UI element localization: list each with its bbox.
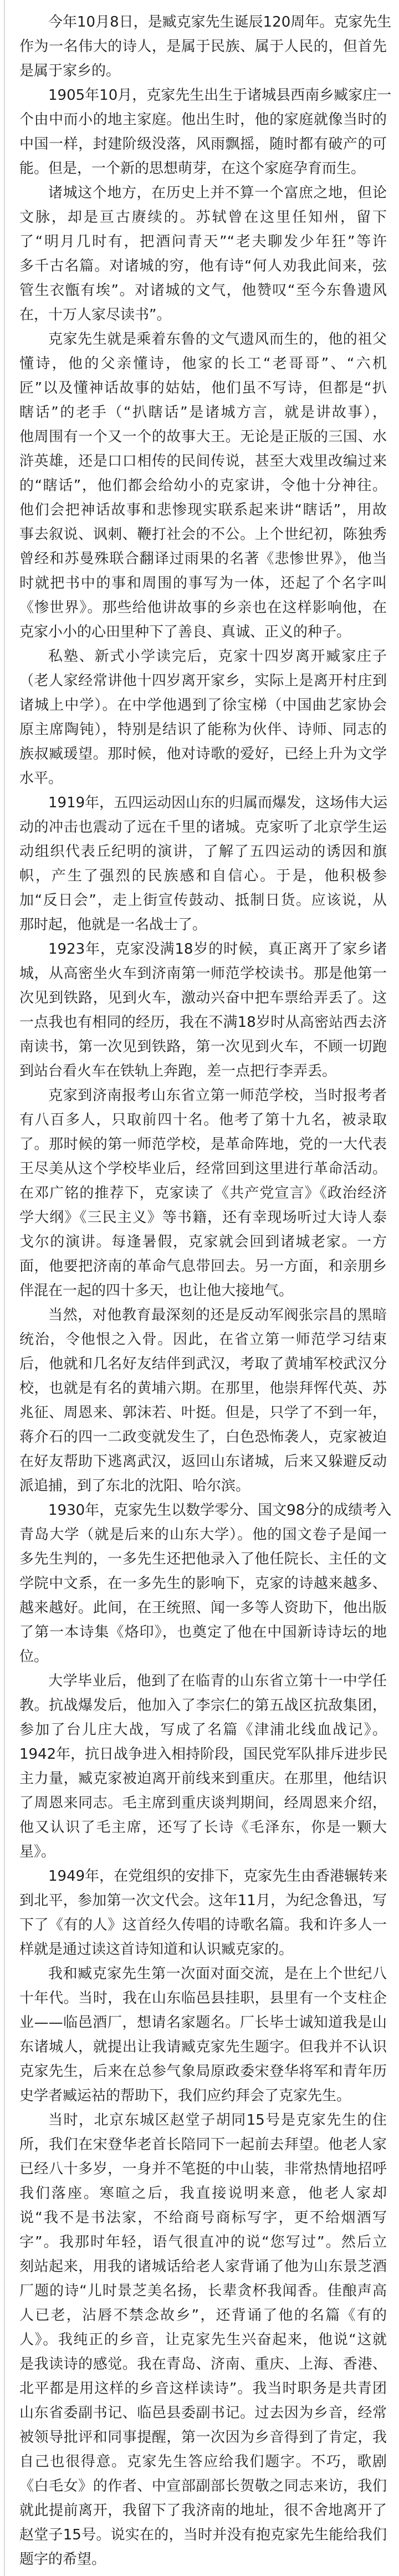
text-line: 教。抗战爆发后，他加入了李宗仁的第五战区抗敌集团， [19,1697,387,1714]
text-line: 了“明月几时有，把酒问青天”“老夫聊发少年狂”等许 [19,233,387,250]
paragraph [19,644,387,791]
text-line: 赵堂子15号。说实在的，当时并没有抱克家先生能给我们 [19,2527,387,2543]
text-line: 下了《有的人》这首经久传唱的诗歌名篇。我和许多人一 [19,1917,387,1933]
text-line: 曾经和苏曼殊联合翻译过雨果的名著《悲惨世界》，他当 [19,551,387,567]
text-line: 匠”以及懂神话故事的姑姑，他们虽不写诗，但都是“扒 [19,380,387,396]
text-line: 在邓广铭的推荐下，克家读了《共产党宣言》《政治经济 [19,1185,387,1202]
text-line: 的“瞎话”，他们都会给幼小的克家讲，令他十分神往。 [19,477,387,494]
text-line: 文脉，却是亘古赓续的。苏轼曾在这里任知州，留下 [19,209,387,226]
text-line: 到站台看火车在铁轨上奔跑，差一点把行李弄丢。 [19,1063,337,1080]
text-line: 是我读诗的感觉。我在青岛、济南、重庆、上海、香港、 [19,2356,387,2373]
text-line: 当时，北京东城区赵堂子胡同15号是克家先生的住 [48,2112,387,2129]
text-line: 业——临邑酒厂，想请名家题名。厂长毕士诚知道我是山 [19,2014,387,2031]
text-line: 他周围有一个又一个的故事大王。无论是正版的三国、水 [19,429,387,445]
text-line: 刻站起来，用我的诸城话给老人家背诵了他为山东景芝酒 [19,2258,387,2275]
text-line: 原主席陶钝），特别是结识了能称为伙伴、诗师、同志的 [19,721,387,738]
text-line: 校，也就是有名的黄埔六期。在那里，他崇拜恽代英、苏 [19,1380,387,1397]
text-line: 所，我们在宋登华老首长陪同下一起前去拜望。他老人家 [19,2136,387,2153]
text-line: 已经八十多岁，一身并不笔挺的中山装，非常热情地招呼 [19,2161,387,2177]
text-line: 1919年，五四运动因山东的归属而爆发，这场伟大运 [48,795,388,811]
text-line: 能。但是，一个新的思想萌芽，在这个家庭孕育而生。 [19,160,366,177]
text-line: 主力量，臧克家被迫离开前线来到重庆。在那里，他结识 [19,1770,387,1787]
paragraph [19,83,392,181]
text-line: 南读书，第一次见到铁路，第一次见到火车，不顾一切跑 [19,1038,387,1055]
text-line: 大学毕业后，他到了在临青的山东省立第十一中学任 [48,1673,387,1689]
text-line: 瞎话”的老手（“扒瞎话”是诸城方言，就是讲故事）， [19,404,387,421]
text-line: 1905年10月，克家先生出生于诸城县西南乡臧家庄一 [48,87,392,104]
text-line: 1942年，抗日战争进入相持阶段，国民党军队排斥进步民 [19,1746,388,1763]
paragraph [19,181,387,327]
paragraph [19,2108,387,2572]
text-line: 诸城上中学）。在中学他遇到了徐宝梯（中国曲艺家协会 [19,697,387,714]
text-line: 克家先生，后来在总参气象局原政委宋登华将军和青年历 [19,2063,387,2080]
text-line: 了。那时候的第一师范学校，是革命阵地，党的一大代表 [19,1136,387,1153]
text-line: 后，他就和几名好友结伴到武汉，考取了黄埔军校武汉分 [19,1356,387,1372]
text-line: 我和臧克家先生第一次面对面交流，是在上个世纪八 [48,1966,387,1982]
text-line: 伴混在一起的四十多天，也让他大接地气。 [19,1282,294,1299]
paragraph [19,1498,392,1669]
text-line: 管生衣甑有埃”。对诸城的文气，他赞叹“至今东鲁遗风 [19,282,387,299]
text-line: 戈尔的演讲。每逢暑假，克家就会回到诸城老家。一方 [19,1234,387,1250]
text-line: 克家小小的心田里种下了善良、真诚、正义的种子。 [19,624,351,640]
text-line: （老人家经常讲他十四岁离开家乡，实际上是离开村庄到 [19,673,387,689]
text-line: 了第一本诗集《烙印》，也奠定了他在中国新诗诗坛的地 [19,1624,387,1641]
text-line: 诸城这个地方，在历史上并不算一个富庶之地，但论 [48,185,387,201]
text-line: 1930年，克家先生以数学零分、国文98分的成绩考入 [48,1502,392,1519]
paragraph [19,1083,387,1303]
text-line: 动组织代表丘纪明的演讲，了解了五四运动的诱因和旗 [19,843,387,860]
text-line: 我们落座。寒暄之后，我直接说明来意，他老人家却 [19,2185,387,2202]
text-line: 字”。我那时年轻，语气很直冲的说“您写过”。然后立 [19,2234,387,2251]
text-line: 题字的希望。 [19,2551,106,2568]
text-line: 到北平，参加第一次文代会。这年11月，为纪念鲁迅，写 [19,1892,387,1909]
text-line: 城，从高密坐火车到济南第一师范学校读书。那是他第一 [19,965,387,982]
text-line: 浒英雄，还是口口相传的民间传说，甚至大戏里改编过来 [19,453,387,470]
text-line: 中国一样，封建阶级没落，风雨飘摇，随时都有破产的可 [19,136,387,152]
text-line: 族叔臧瑗望。那时候，他对诗歌的爱好，已经上升为文学 [19,746,387,762]
text-line: 1949年，在党组织的安排下，克家先生由香港辗转来 [48,1868,388,1885]
paragraph [19,1669,387,1864]
text-line: 位。 [19,1648,49,1665]
text-line: 北平都是用这样的乡音这样读诗”。我当时职务是共青团 [19,2380,387,2397]
left-margin-rule [4,0,5,2576]
text-line: 在好友帮助下逃离武汉，返回山东诸城，后来又躲避反动 [19,1453,387,1470]
text-line: 他们会把神话故事和悲惨现实联系起来讲“瞎话”，用故 [19,502,387,518]
text-line: 说“我不是书法家，不给商号商标写字，更不给烟酒写 [19,2210,387,2226]
text-line: 被领导批评和同事提醒，第一次因为乡音得到了肯定，我 [19,2429,387,2446]
paragraph [19,10,392,83]
article-body [19,10,392,2572]
text-line: 越来越好。此间，在王统照、闻一多等人资助下，他出版 [19,1600,387,1616]
text-line: 山东省委副书记、临邑县委副书记。过去因为乡音，经常 [19,2405,387,2421]
text-line: 青岛大学（就是后来的山东大学）。他的国文卷子是闻一 [19,1526,387,1543]
paragraph [19,1303,387,1498]
text-line: 《惨世界》。那些给他讲故事的乡亲也在这样影响他，在 [19,599,387,616]
text-line: 懂诗，他的父亲懂诗，他家的长工“老哥哥”、“六机 [19,355,387,372]
text-line: 自己也很得意。克家先生答应给我们题字。不巧，歌剧 [19,2453,387,2470]
text-line: 多千古名篇。对诸城的穷，他有诗“何人劝我此间来，弦 [19,258,387,274]
text-line: 人》。我纯正的乡音，让克家先生兴奋起来，他说“这就 [19,2331,387,2348]
paragraph [19,1864,387,1962]
text-line: 样就是通过读这首诗知道和认识臧克家的。 [19,1941,294,1958]
text-line: 人已老，沾唇不禁念故乡”，还背诵了他的名篇《有的 [19,2307,387,2324]
text-line: 史学者臧运祜的帮助下，我们应约拜会了克家先生。 [19,2088,351,2104]
text-line: 王尽美从这个学校毕业后，经常回到这里进行革命活动。 [19,1160,387,1177]
text-line: 克家到济南报考山东省立第一师范学校，当时报考者 [48,1087,387,1104]
text-line: 今年10月8日，是臧克家先生诞辰120周年。克家先生 [48,14,392,30]
text-line: 水平。 [19,770,63,787]
text-line: 星》。 [19,1844,56,1860]
text-line: 一点我也有相同的经历，我在不满18岁时从高密站西去济 [19,1014,387,1031]
text-line: 是属于家乡的。 [19,63,121,79]
text-line: 十年代。当时，我在山东临邑县挂职，县里有一个支柱企 [19,1990,387,2007]
text-line: 时就把书中的事和周围的事写为一体，还起了个名字叫 [19,575,387,592]
paragraph [19,327,387,644]
text-line: 多先生判的，一多先生还把他录入了他任院长、主任的文 [19,1551,387,1567]
text-line: 在，十万人家尽读书”。 [19,307,171,323]
text-line: 他又认识了毛主席，还写了长诗《毛泽东，你是一颗大 [19,1819,387,1836]
paragraph [19,937,387,1083]
text-line: 事去叙说、讽刺、鞭打社会的不公。上个世纪初，陈独秀 [19,526,387,543]
text-line: 派追捕，到了东北的沈阳、哈尔滨。 [19,1478,250,1494]
text-line: 就此提前离开，我留下了我济南的地址，很不舍地离开了 [19,2502,387,2519]
text-line: 学大纲》《三民主义》等书籍，还有幸现场听过大诗人泰 [19,1209,387,1226]
text-line: 克家先生就是乘着东鲁的文气遗风而生的，他的祖父 [48,331,387,348]
text-line: 《白毛女》的作者、中宣部副部长贺敬之同志来访，我们 [19,2478,387,2494]
text-line: 个由中而小的地主家庭。他出生时，他的家庭就像当时的 [19,111,387,128]
text-line: 兆征、周恩来、郭沫若、叶挺。但是，只学了不到一年， [19,1404,387,1421]
text-line: 那时起，他就是一名战士了。 [19,917,207,933]
text-line: 参加了台儿庄大战，写成了名篇《津浦北线血战记》。 [19,1722,387,1738]
paragraph [19,791,387,937]
text-line: 当然，对他教育最深刻的还是反动军阀张宗昌的黑暗 [48,1307,387,1323]
text-line: 私塾、新式小学读完后，克家十四岁离开臧家庄子 [48,648,387,665]
text-line: 厂题的诗“儿时景芝美名扬，长辈贪杯我闻香。佳酿声高 [19,2283,387,2299]
text-line: 东诸城人，就提出让我请臧克家先生题字。但我并不认识 [19,2039,387,2055]
text-line: 学院中文系，在一多先生的影响下，克家的诗越来越多、 [19,1575,387,1592]
text-line: 蒋介石的四一二政变就发生了，白色恐怖袭人，克家被迫 [19,1429,387,1445]
text-line: 1923年，克家没满18岁的时候，真正离开了家乡诸 [48,941,387,958]
text-line: 加“反日会”，走上街宣传鼓动、抵制日货。应该说，从 [19,892,387,909]
text-line: 动的冲击也震动了远在千里的诸城。克家听了北京学生运 [19,819,387,836]
text-line: 次见到铁路，见到火车，激动兴奋中把车票给弄丢了。这 [19,990,387,1006]
paragraph [19,1962,387,2108]
text-line: 面，他要把济南的革命气息带回去。另一方面，和亲朋乡 [19,1258,387,1275]
text-line: 帜，产生了强烈的民族感和自信心。于是，他积极参 [19,868,387,884]
text-line: 统治，令他恨之入骨。因此，在省立第一师范学习结束 [19,1331,387,1348]
text-line: 有八百多人，只取前四十名。他考了第十九名，被录取 [19,1112,387,1128]
text-line: 作为一名伟大的诗人，是属于民族、属于人民的，但首先 [19,38,387,55]
text-line: 了周恩来同志。毛主席到重庆谈判期间，经周恩来介绍， [19,1795,387,1811]
